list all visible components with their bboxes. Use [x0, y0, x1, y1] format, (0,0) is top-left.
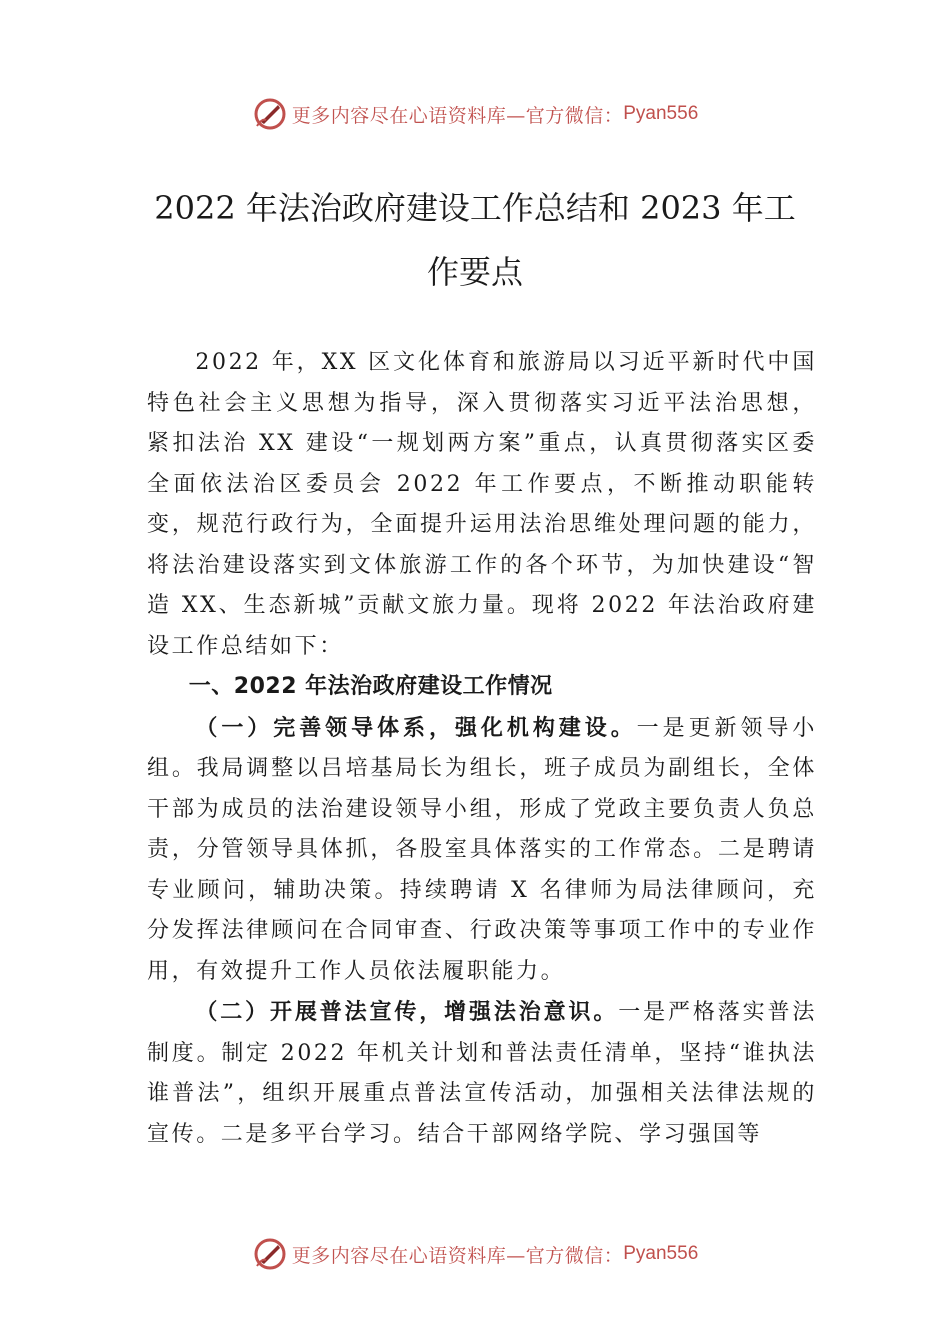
item-1-title: （一）完善领导体系，强化机构建设。	[195, 714, 637, 741]
document-body	[147, 343, 817, 1155]
watermark-text: 更多内容尽在心语资料库—官方微信：	[291, 104, 624, 127]
watermark-banner-top	[0, 92, 950, 136]
watermark-text: 更多内容尽在心语资料库—官方微信：	[291, 1244, 624, 1267]
watermark-wechat-id: Pyan556	[623, 1243, 699, 1264]
watermark-wechat-id: Pyan556	[623, 103, 699, 124]
quill-logo-icon	[252, 96, 288, 132]
item-1-paragraph	[147, 708, 817, 993]
section-heading: 一、2022 年法治政府建设工作情况	[188, 674, 553, 699]
title-line-2: 作要点	[426, 253, 523, 291]
item-2-body: 一是严格落实普法制度。制定 2022 年机关计划和普法责任清单，坚持“谁执法谁普法”，组织开展重点普法宣传活动，加强相关法律法规的宣传。二是多平台学习。结合干部网络学院、学习强国等	[147, 1000, 817, 1147]
item-2-paragraph	[147, 992, 817, 1155]
intro-paragraph: 2022 年，XX 区文化体育和旅游局以习近平新时代中国特色社会主义思想为指导，深入贯彻落实习近平法治思想， 紧扣法治 XX 建设“一规划两方案”重点，认真贯彻落实区委全面依法治区委员会 2022 年工作要点，不断推动职能转变，规范行政行为，全面提升运用法治思维处理问题的能力， 将法治建设落实到文体旅游工作的各个环节，为加快建设“智造 XX、生态新城”贡献文旅力量。现将 2022 年法治政府建设工作总结如下：	[147, 350, 817, 659]
watermark-banner-bottom	[0, 1232, 950, 1276]
title-line-1: 2022 年法治政府建设工作总结和 2023 年工	[154, 189, 796, 227]
item-1-body: 一是更新领导小组。我局调整以吕培基局长为组长，班子成员为副组长，全体干部为成员的法治建设领导小组，形成了党政主要负责人负总责，分管领导具体抓，各股室具体落实的工作常态。二是聘请专业顾问，辅助决策。持续聘请 X 名律师为局法律顾问，充分发挥法律顾问在合同审查、行政决策等事项工作中的专业作用，有效提升工作人员依法履职能力。	[147, 715, 817, 984]
document-title	[140, 176, 810, 304]
quill-logo-icon	[252, 1236, 288, 1272]
item-2-title: （二）开展普法宣传，增强法治意识。	[195, 999, 619, 1025]
